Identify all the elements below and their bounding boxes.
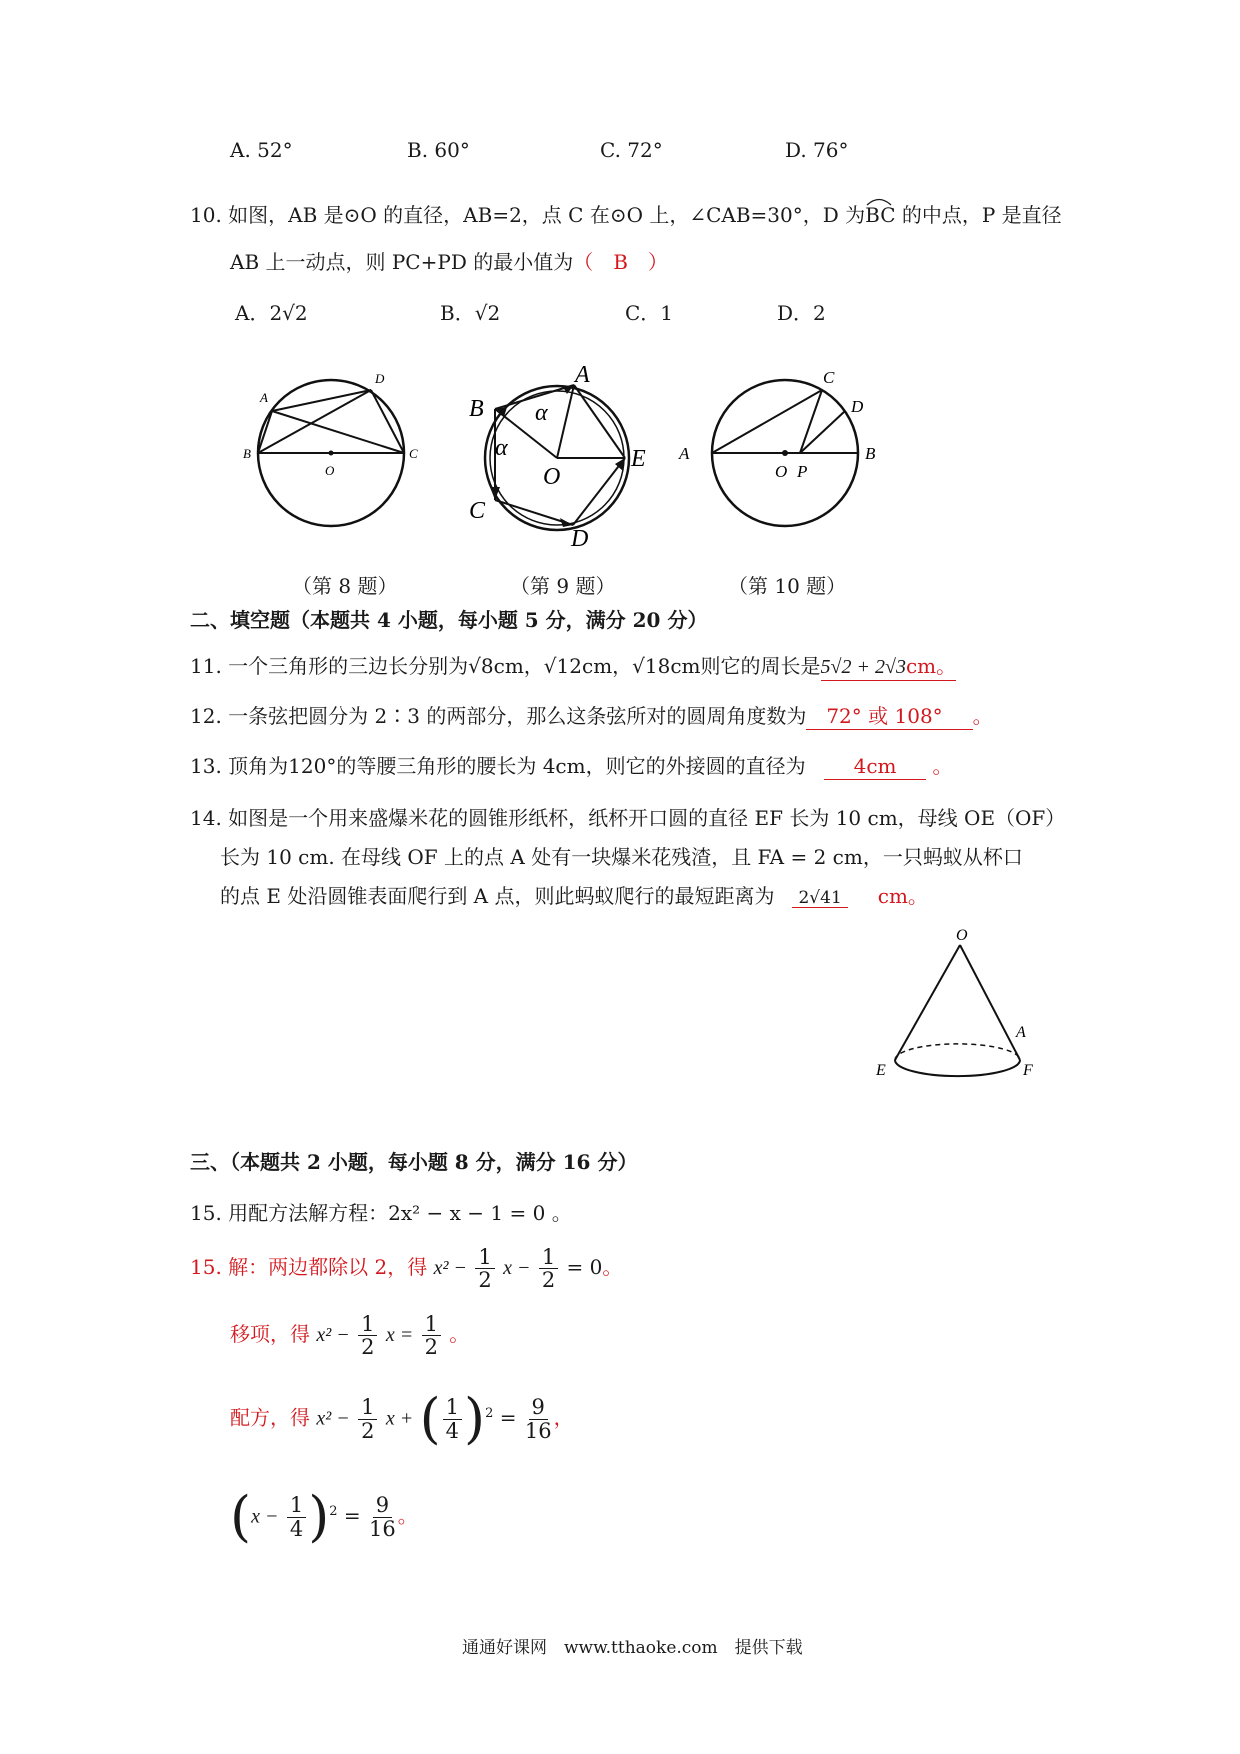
cone-label-f: F (1023, 1062, 1033, 1079)
fig10-label-o: O (775, 462, 788, 481)
cone-label-a: A (1016, 1024, 1026, 1041)
fig9-label-o: O (543, 464, 561, 490)
cone-label-e: E (876, 1062, 886, 1079)
q11-answer: 5√2 + 2√3 (820, 656, 906, 678)
q14-line2: 长为 10 cm. 在母线 OF 上的点 A 处有一块爆米花残渣，且 FA = 2 cm，一只蚂蚁从杯口 (220, 845, 1023, 869)
q10-line2: AB 上一动点，则 PC+PD 的最小值为（ B ） (230, 250, 668, 274)
figure-9 (455, 360, 665, 550)
fig8-label-o: O (325, 463, 335, 478)
q14-answer: 2√41 (792, 890, 847, 908)
option-b: B. 60° (407, 138, 470, 162)
q10-line1: 10. 如图，AB 是⊙O 的直径，AB=2，点 C 在⊙O 上，∠CAB=30°，D 为 BC 的中点，P 是直径 (190, 205, 1062, 225)
q10-answer: （ B ） (573, 250, 668, 274)
section2-title: 二、填空题（本题共 4 小题，每小题 5 分，满分 20 分） (190, 608, 708, 632)
fig9-label-b: B (469, 396, 484, 422)
q13: 13. 顶角为120°的等腰三角形的腰长为 4cm，则它的外接圆的直径为 4cm 。 (190, 754, 953, 778)
q12-answer: 72° 或 108° (806, 706, 972, 730)
fig9-label-a: A (575, 362, 590, 388)
fig8-label-d: D (375, 371, 385, 386)
section3-title: 三、（本题共 2 小题，每小题 8 分，满分 16 分） (190, 1150, 638, 1174)
fig9-alpha-2: α (495, 435, 508, 461)
solution-step1: 移项，得 x² − $\frac{1}{2}$ x = $\frac{1}{2}$ 。 (230, 1312, 470, 1360)
q15: 15. 用配方法解方程：2x² − x − 1 = 0 。 (190, 1201, 572, 1225)
q10-option-a: A．2√2 (235, 301, 308, 325)
fig9-label-d: D (571, 526, 589, 550)
q10-option-c: C．1 (625, 301, 674, 325)
footer: 通通好课网 www.tthaoke.com 提供下载 (462, 1638, 803, 1658)
fig8-label-b: B (243, 446, 251, 461)
q12: 12. 一条弦把圆分为 2∶3 的两部分，那么这条弦所对的圆周角度数为 72° 或 108° 。 (190, 704, 993, 728)
q14-line3: 的点 E 处沿圆锥表面爬行到 A 点，则此蚂蚁爬行的最短距离为 2√41 cm。 (220, 884, 928, 908)
q11: 11. 一个三角形的三边长分别为√8cm，√12cm，√18cm则它的周长是5√2 + 2√3cm。 (190, 656, 956, 681)
fig10-label-p: P (797, 462, 808, 481)
q14-line1: 14. 如图是一个用来盛爆米花的圆锥形纸杯，纸杯开口圆的直径 EF 长为 10 cm，母线 OE（OF） (190, 806, 1066, 830)
figure-10 (675, 365, 895, 540)
q13-answer: 4cm (824, 756, 927, 780)
fig10-label-a: A (679, 444, 690, 463)
option-d: D. 76° (785, 138, 849, 162)
solution-step2: 配方，得 x² − $\frac{1}{2}$ x + ( $\frac{1}{4}$ )$^2$ = $\frac{9}{16}$ ， (230, 1387, 574, 1450)
option-a: A. 52° (230, 138, 293, 162)
fig10-label-b: B (865, 444, 876, 463)
fig9-alpha-1: α (535, 400, 548, 426)
q10-option-d: D．2 (777, 301, 826, 325)
fig10-label-d: D (851, 397, 864, 416)
fig8-label-c: C (409, 446, 418, 461)
fig8-label-a: A (260, 390, 268, 405)
solution-step3: (x − $\frac{1}{4}$ )$^2$ = $\frac{9}{16}$ 。 (230, 1485, 418, 1548)
caption-fig10: （第 10 题） (728, 574, 847, 598)
fig9-label-e: E (631, 446, 646, 472)
figure-8 (235, 365, 435, 540)
fig10-label-c: C (823, 368, 835, 387)
caption-fig9: （第 9 题） (510, 574, 616, 598)
cone-figure (870, 925, 1050, 1080)
solution-intro: 15. 解：两边都除以 2，得 x² − $\frac{1}{2}$ x − $\frac{1}{2}$ = 0。 (190, 1245, 623, 1293)
cone-label-o: O (956, 927, 968, 944)
q10-option-b: B．√2 (440, 301, 501, 325)
caption-fig8: （第 8 题） (292, 574, 398, 598)
option-c: C. 72° (600, 138, 663, 162)
fig9-label-c: C (469, 498, 486, 524)
arc-mark-icon (865, 196, 893, 206)
